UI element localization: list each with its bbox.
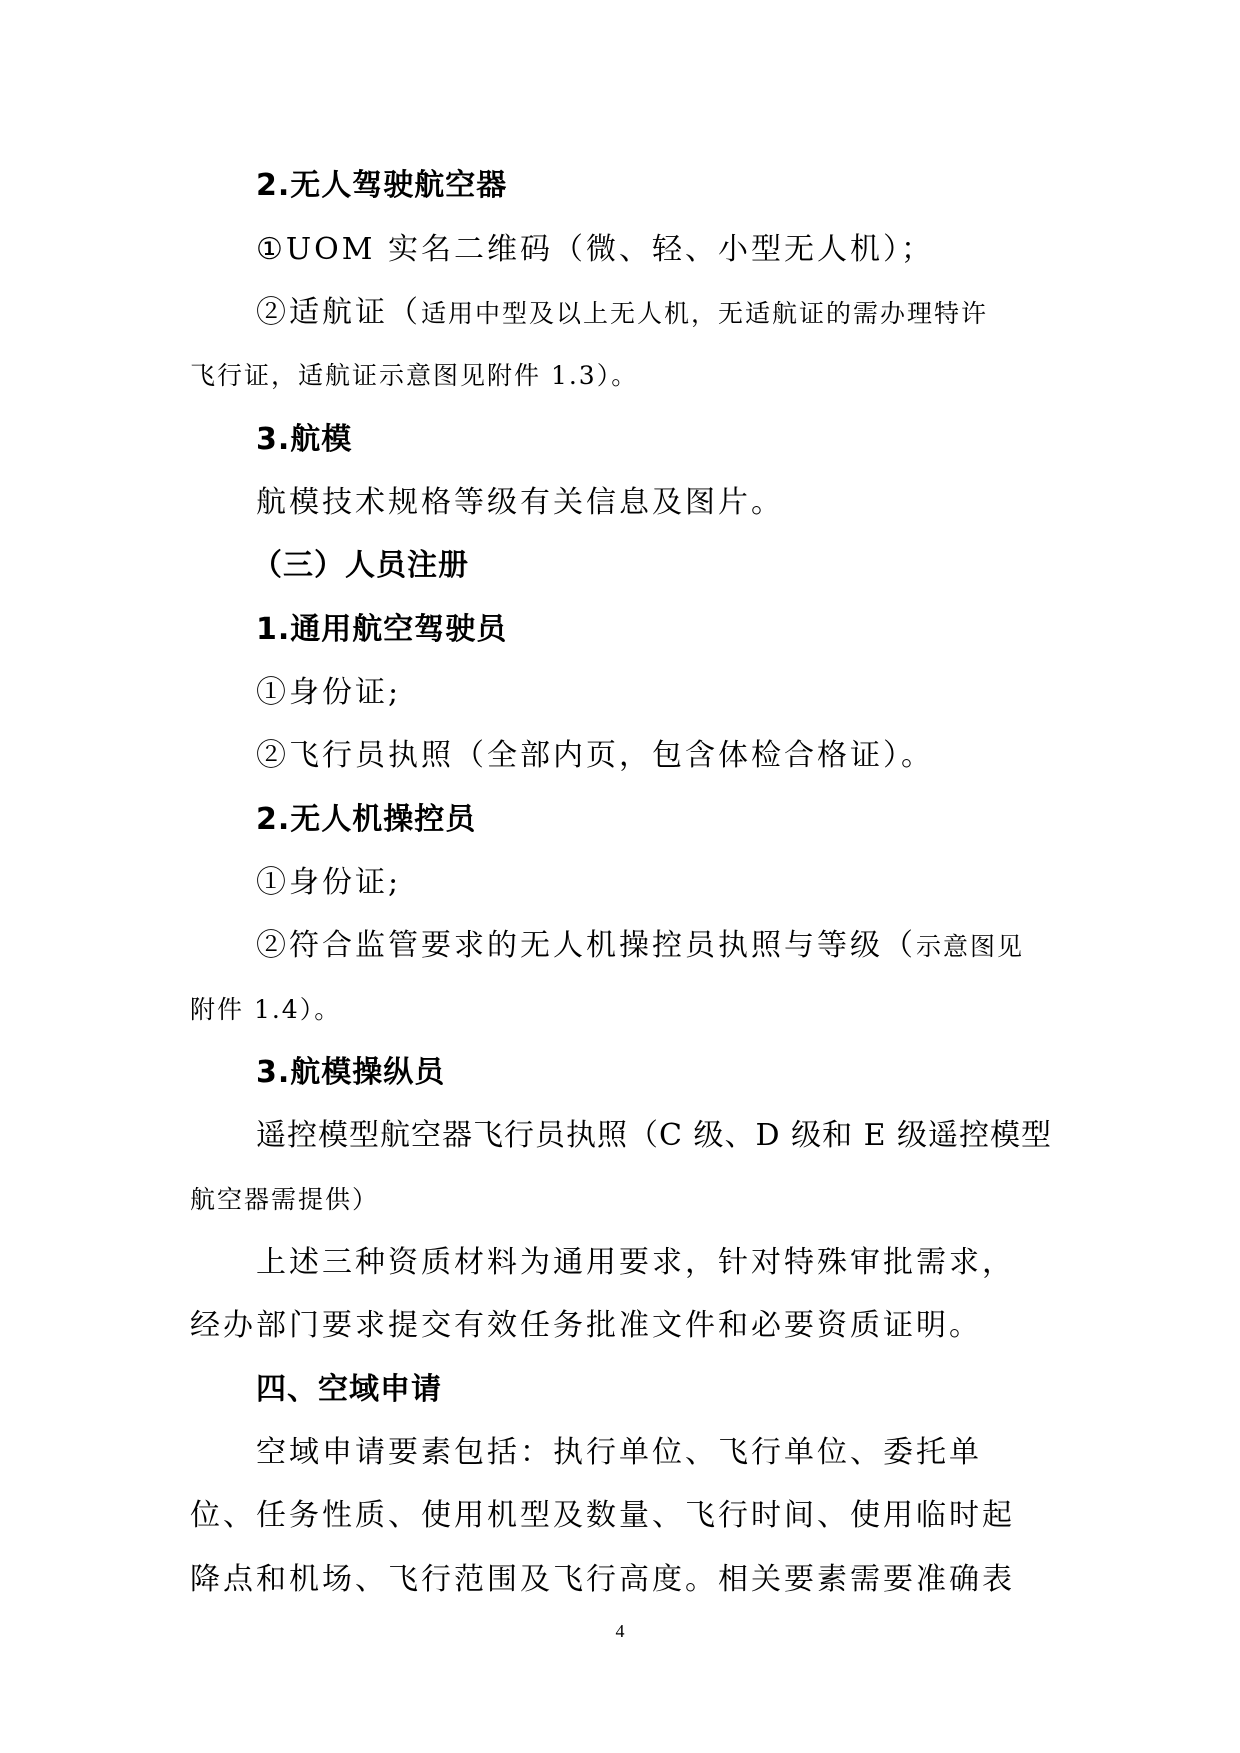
paragraph-operator-id-card: ①身份证; [256,865,402,900]
paragraph-airspace-elements-line-3: 降点和机场、飞行范围及飞行高度。相关要素需要准确表 [190,1562,1015,1597]
heading-general-aviation-pilot: 1.通用航空驾驶员 [256,612,508,647]
heading-unmanned-aircraft: 2.无人驾驶航空器 [256,168,508,203]
paragraph-model-pilot-license: 遥控模型航空器飞行员执照（C 级、D 级和 E 级遥控模型 [256,1118,1053,1153]
airworthiness-lead: ②适航证（ [256,295,421,330]
paragraph-airspace-elements-line-2: 位、任务性质、使用机型及数量、飞行时间、使用临时起 [190,1498,1015,1533]
section-heading-personnel-registration: （三）人员注册 [252,548,469,583]
section-heading-airspace-application: 四、空域申请 [256,1372,442,1407]
paragraph-airworthiness-certificate [256,295,988,332]
paragraph-model-pilot-license-continued: 航空器需提供） [190,1185,380,1214]
paragraph-general-requirements: 上述三种资质材料为通用要求，针对特殊审批需求， [256,1245,1015,1280]
heading-drone-operator: 2.无人机操控员 [256,802,477,837]
airworthiness-note: 适用中型及以上无人机，无适航证的需办理特许 [421,299,989,328]
paragraph-pilot-license: ②飞行员执照（全部内页，包含体检合格证）。 [256,738,934,773]
paragraph-operator-license-continued: 附件 1.4）。 [190,995,342,1024]
operator-license-note: 示意图见 [916,932,1025,961]
paragraph-airworthiness-continued: 飞行证，适航证示意图见附件 1.3）。 [190,361,639,390]
paragraph-uom-qr-code: ①UOM 实名二维码（微、轻、小型无人机）； [256,232,935,267]
operator-license-lead: ②符合监管要求的无人机操控员执照与等级（ [256,928,916,963]
paragraph-airspace-elements: 空域申请要素包括：执行单位、飞行单位、委托单 [256,1435,982,1470]
paragraph-model-aircraft-specs: 航模技术规格等级有关信息及图片。 [256,485,784,520]
paragraph-general-requirements-continued: 经办部门要求提交有效任务批准文件和必要资质证明。 [190,1308,982,1343]
heading-model-aircraft: 3.航模 [256,422,353,457]
heading-model-aircraft-operator: 3.航模操纵员 [256,1055,446,1090]
paragraph-pilot-id-card: ①身份证; [256,675,402,710]
page-number: 4 [615,1621,625,1641]
paragraph-operator-license [256,928,1024,965]
